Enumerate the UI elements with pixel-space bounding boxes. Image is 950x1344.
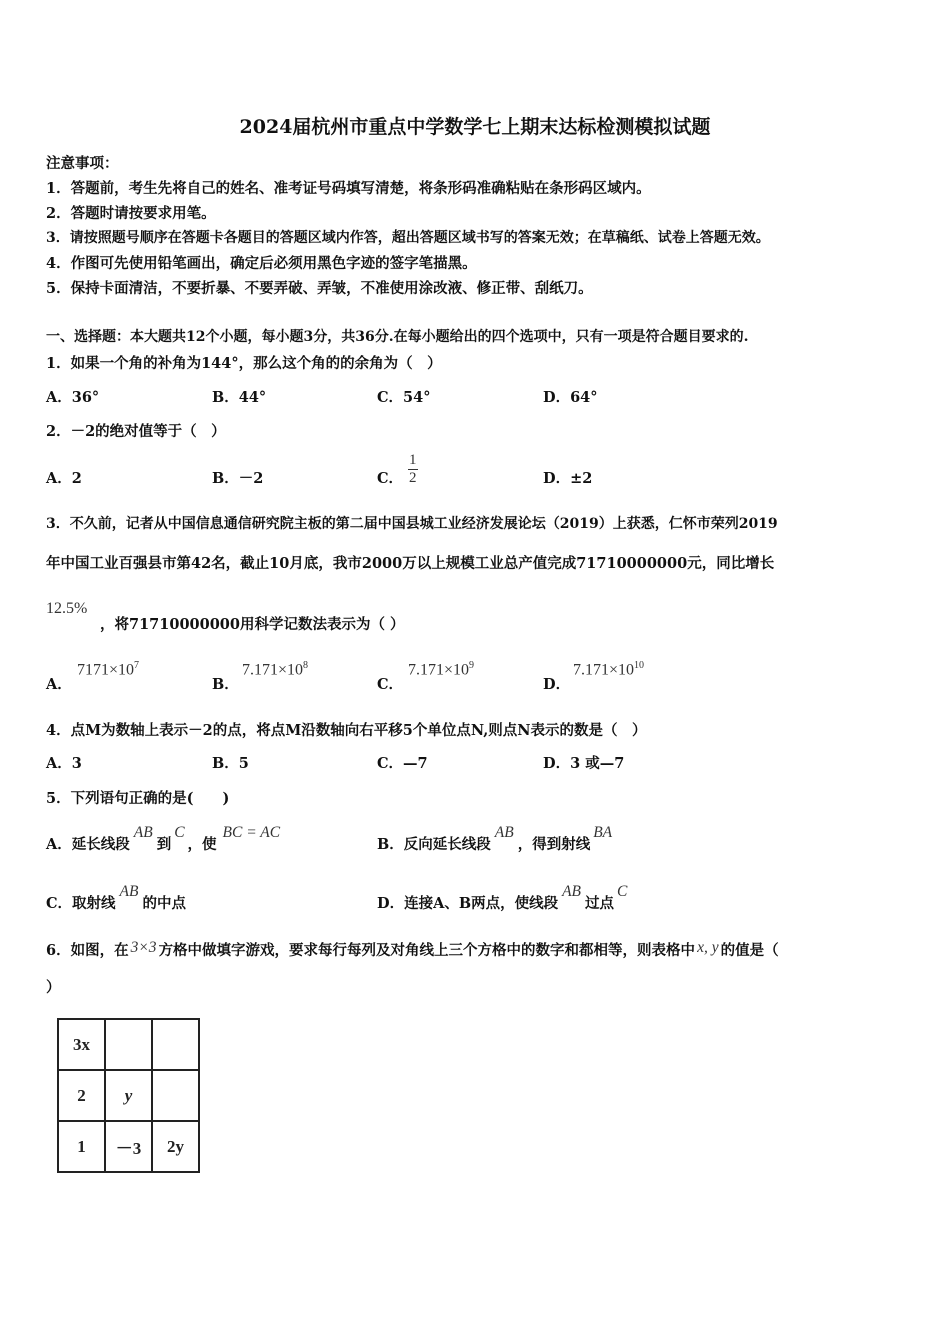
q2-option-d: D．±2 bbox=[543, 470, 593, 487]
math-variables: x, y bbox=[697, 939, 719, 956]
q6-stem bbox=[46, 939, 779, 960]
grid-cell: y bbox=[105, 1070, 152, 1121]
option-text: 过点 bbox=[585, 895, 615, 912]
q3-option-c-value bbox=[408, 660, 474, 679]
option-text: A．延长线段 bbox=[46, 836, 130, 853]
math-segment: AB bbox=[133, 824, 153, 841]
notice-heading: 注意事项： bbox=[46, 155, 119, 172]
math-segment: AB bbox=[494, 824, 514, 841]
math-ray: BA bbox=[593, 824, 613, 841]
q5-option-b bbox=[377, 824, 615, 854]
q3-stem-line3: ，将71710000000用科学记数法表示为（ ） bbox=[100, 616, 405, 633]
section-heading: 一、选择题：本大题共12个小题，每小题3分，共36分.在每小题给出的四个选项中，只有一项是符合题目要求的. bbox=[46, 329, 749, 345]
option-text: C．取射线 bbox=[46, 895, 116, 912]
option-text: B．反向延长线段 bbox=[377, 836, 491, 853]
q3-percentage: 12.5% bbox=[46, 600, 88, 617]
q6-text: 6．如图，在 bbox=[46, 942, 129, 959]
q4-option-b: B．5 bbox=[212, 755, 249, 772]
option-text: 到 bbox=[156, 836, 172, 853]
math-grid-size: 3×3 bbox=[130, 939, 157, 956]
q2-stem: 2．－2的绝对值等于（ ） bbox=[46, 423, 226, 440]
option-text: D．连接A、B两点，使线段 bbox=[377, 895, 559, 912]
grid-cell: 2 bbox=[58, 1070, 105, 1121]
q3-option-a-value bbox=[77, 660, 139, 679]
q3-stem-line1: 3．不久前，记者从中国信息通信研究院主板的第二届中国县城工业经济发展论坛（2019）上获悉，仁怀市荣列2019 bbox=[46, 516, 778, 532]
q3-option-c-label: C． bbox=[377, 676, 404, 693]
fraction-denominator: 2 bbox=[409, 470, 417, 486]
sci-mantissa: 7.171×10 bbox=[408, 661, 470, 679]
option-text: ，得到射线 bbox=[517, 836, 591, 853]
math-segment: AB bbox=[562, 883, 582, 900]
grid-cell: 2y bbox=[152, 1121, 199, 1172]
grid-cell bbox=[152, 1070, 199, 1121]
q3-option-d-label: D． bbox=[543, 676, 571, 693]
option-text: 的中点 bbox=[142, 895, 186, 912]
option-text: ，使 bbox=[187, 836, 217, 853]
magic-square-grid bbox=[57, 1018, 200, 1173]
q6-text: 方格中做填字游戏，要求每行每列及对角线上三个方格中的数字和都相等，则表格中 bbox=[158, 942, 696, 959]
q3-stem-line2: 年中国工业百强县市第42名，截止10月底，我市2000万以上规模工业总产值完成71710000000元，同比增长 bbox=[46, 555, 775, 572]
sci-exponent: 8 bbox=[303, 660, 309, 671]
q5-option-c bbox=[46, 883, 186, 913]
q4-option-d: D．3 或—7 bbox=[543, 755, 625, 772]
q5-stem: 5．下列语句正确的是( ) bbox=[46, 790, 230, 807]
fraction-numerator: 1 bbox=[409, 452, 417, 468]
notice-item: 1．答题前，考生先将自己的姓名、准考证号码填写清楚，将条形码准确粘贴在条形码区域内。 bbox=[46, 180, 651, 197]
q3-option-d-value bbox=[573, 660, 644, 679]
sci-mantissa: 7.171×10 bbox=[242, 661, 304, 679]
q1-option-d: D．64° bbox=[543, 389, 598, 406]
q3-option-a-label: A． bbox=[46, 676, 72, 693]
q2-option-a: A．2 bbox=[46, 470, 82, 487]
grid-cell bbox=[152, 1019, 199, 1070]
q5-option-d bbox=[377, 883, 630, 913]
page-title: 2024届杭州市重点中学数学七上期末达标检测模拟试题 bbox=[239, 116, 711, 138]
q4-option-a: A．3 bbox=[46, 755, 82, 772]
q1-option-b: B．44° bbox=[212, 389, 267, 406]
q6-text: 的值是（ bbox=[720, 942, 779, 959]
math-equation: BC = AC bbox=[222, 824, 281, 841]
sci-exponent: 10 bbox=[634, 660, 645, 671]
q3-option-b-label: B． bbox=[212, 676, 239, 693]
grid-cell bbox=[105, 1019, 152, 1070]
q6-stem-end: ） bbox=[46, 979, 61, 996]
q2-fraction bbox=[408, 452, 418, 487]
sci-mantissa: 7.171×10 bbox=[573, 661, 635, 679]
q2-option-c: C． bbox=[377, 470, 404, 487]
q4-stem: 4．点M为数轴上表示－2的点，将点M沿数轴向右平移5个单位点N,则点N表示的数是（ ） bbox=[46, 722, 647, 739]
sci-exponent: 7 bbox=[134, 660, 140, 671]
notice-item: 5．保持卡面清洁，不要折暴、不要弄破、弄皱，不准使用涂改液、修正带、刮纸刀。 bbox=[46, 280, 593, 297]
sci-mantissa: 7171×10 bbox=[77, 661, 135, 679]
notice-item: 3．请按照题号顺序在答题卡各题目的答题区域内作答，超出答题区域书写的答案无效；在草稿纸、试卷上答题无效。 bbox=[46, 230, 770, 246]
q4-option-c: C．—7 bbox=[377, 755, 428, 772]
math-point: C bbox=[617, 883, 628, 900]
notice-item: 2．答题时请按要求用笔。 bbox=[46, 205, 216, 222]
grid-cell: 1 bbox=[58, 1121, 105, 1172]
notice-item: 4．作图可先使用铅笔画出，确定后必须用黑色字迹的签字笔描黑。 bbox=[46, 255, 477, 272]
q2-option-b: B．－2 bbox=[212, 470, 264, 487]
math-point: C bbox=[174, 824, 185, 841]
q1-stem: 1．如果一个角的补角为144°，那么这个角的的余角为（ ） bbox=[46, 355, 442, 372]
q1-option-a: A．36° bbox=[46, 389, 100, 406]
q1-option-c: C．54° bbox=[377, 389, 431, 406]
grid-cell: －3 bbox=[105, 1121, 152, 1172]
grid-cell: 3x bbox=[58, 1019, 105, 1070]
math-ray: AB bbox=[119, 883, 139, 900]
sci-exponent: 9 bbox=[469, 660, 475, 671]
q5-option-a bbox=[46, 824, 286, 854]
q3-option-b-value bbox=[242, 660, 308, 679]
